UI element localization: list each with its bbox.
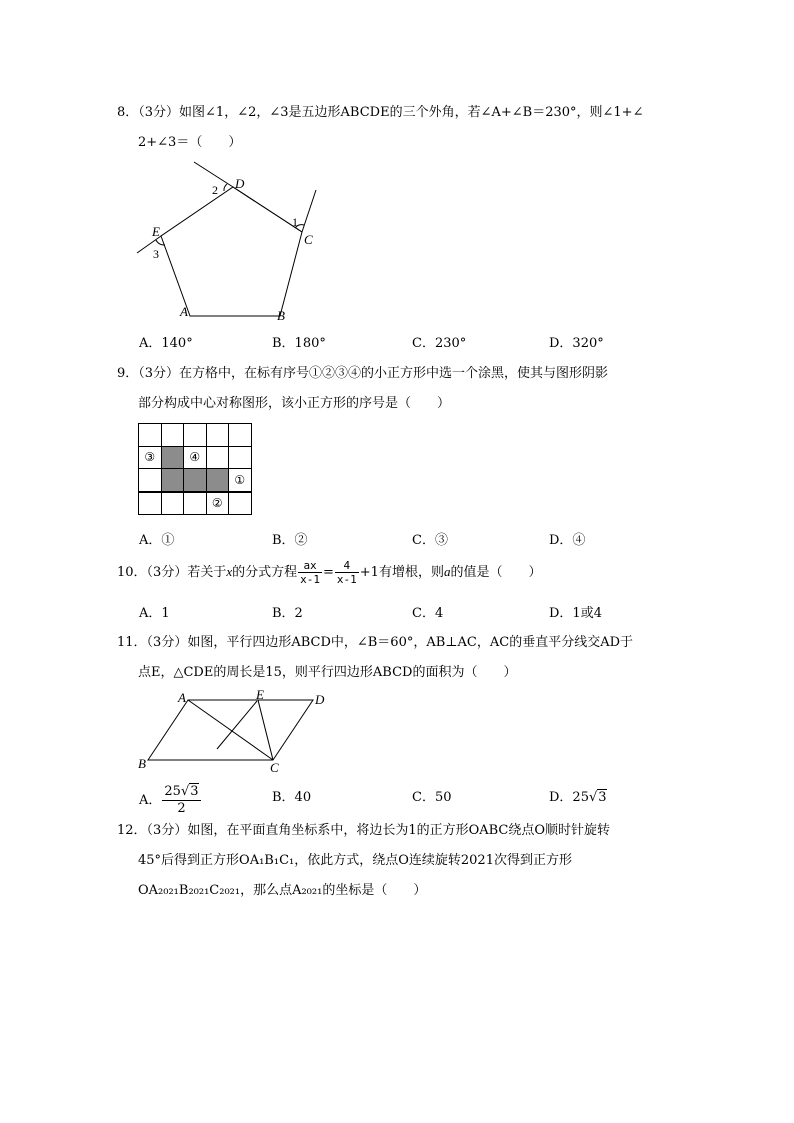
- grid-cell: [139, 469, 162, 492]
- q11-stem-line2: 点E，△CDE的周长是15，则平行四边形ABCD的面积为（ ）: [138, 665, 517, 680]
- angle-1-label: 1: [292, 215, 298, 229]
- parallelogram-figure: [130, 685, 340, 775]
- q12-line3: OA₂₀₂₁B₂₀₂₁C₂₀₂₁，那么点A₂₀₂₁的坐标是（ ）: [138, 883, 427, 898]
- q10-option-a[interactable]: A．1: [139, 606, 170, 621]
- grid-cell: [139, 424, 162, 447]
- grid-cell-shaded: [184, 469, 207, 492]
- q8-stem-line2: 2+∠3＝（ ）: [138, 135, 242, 150]
- question-10: [117, 557, 687, 588]
- frac1-denominator: x-1: [300, 573, 320, 586]
- pentagon-figure: [130, 158, 330, 326]
- q8-option-b[interactable]: B．180°: [272, 336, 326, 351]
- q10-option-c[interactable]: C．4: [412, 606, 444, 621]
- q10-plus-one: +1: [359, 565, 379, 580]
- question-12: [117, 816, 687, 906]
- q10-var-x: x: [226, 564, 233, 579]
- q11-d-prefix: D．25: [549, 790, 589, 805]
- q11-option-b[interactable]: B．40: [272, 790, 312, 805]
- label-C: C: [270, 760, 279, 775]
- q11-option-c[interactable]: C．50: [412, 790, 452, 805]
- grid-cell: [184, 492, 207, 515]
- grid-cell-shaded: [206, 469, 229, 492]
- label-E: E: [152, 224, 160, 239]
- grid-cell-mark-4[interactable]: ④: [184, 446, 207, 469]
- grid-cell: [229, 446, 252, 469]
- grid-cell: [229, 424, 252, 447]
- grid-cell: [184, 424, 207, 447]
- radical-sign: √: [180, 784, 190, 799]
- label-D: D: [235, 176, 245, 191]
- grid-cell-shaded: [161, 446, 184, 469]
- label-C: C: [304, 232, 313, 247]
- question-11: [117, 628, 687, 688]
- q9-option-c[interactable]: C．③: [412, 533, 448, 548]
- q11-d-radicand: 3: [598, 790, 607, 805]
- label-E: E: [256, 687, 264, 702]
- q11-option-a-fraction: [162, 784, 200, 817]
- grid-cell: [161, 492, 184, 515]
- q9-option-b[interactable]: B．②: [272, 533, 308, 548]
- q11-option-d[interactable]: [549, 786, 607, 805]
- label-A: A: [180, 304, 188, 319]
- q9-options: [139, 529, 699, 549]
- frac2-denominator: x-1: [336, 573, 357, 586]
- grid-cell: [206, 446, 229, 469]
- q12-line1: 12．（3分）如图，在平面直角坐标系中，将边长为1的正方形OABC绕点O顺时针旋转: [117, 823, 611, 838]
- question-8: [117, 98, 687, 158]
- label-B: B: [277, 308, 285, 323]
- label-D: D: [315, 692, 325, 707]
- q11-a-num: 25: [164, 784, 181, 799]
- grid-cell: [161, 424, 184, 447]
- q10-option-d[interactable]: D．1或4: [549, 606, 602, 621]
- q10-option-b[interactable]: B．2: [272, 606, 303, 621]
- q8-stem-line1: 8．（3分）如图∠1，∠2，∠3是五边形ABCDE的三个外角，若∠A+∠B＝230°，则∠1+∠: [117, 105, 644, 120]
- label-B: B: [138, 756, 146, 771]
- q11-option-a[interactable]: [139, 784, 202, 817]
- q8-option-a[interactable]: A．140°: [139, 336, 193, 351]
- grid-cell: [139, 492, 162, 515]
- q11-a-den: 2: [177, 801, 186, 816]
- grid-cell: [229, 492, 252, 515]
- q10-suffix: 有增根，则: [378, 565, 444, 580]
- q11-options: [139, 772, 699, 816]
- q12-line2: 45°后得到正方形OA₁B₁C₁，依此方式，绕点O连续旋转2021次得到正方形: [138, 853, 572, 868]
- q10-options: [139, 602, 699, 622]
- q10-var-a: a: [443, 564, 451, 579]
- frac1-numerator: ax: [298, 559, 322, 573]
- q9-stem-line2: 部分构成中心对称图形，该小正方形的序号是（ ）: [138, 396, 451, 411]
- q11-a-radicand: 3: [190, 784, 199, 799]
- frac2-numerator: 4: [335, 559, 359, 573]
- q11-stem-line1: 11．（3分）如图，平行四边形ABCD中，∠B＝60°，AB⊥AC，AC的垂直平分线交AD于: [117, 635, 634, 650]
- q8-option-d[interactable]: D．320°: [549, 336, 604, 351]
- q10-mid: 的分式方程: [232, 565, 298, 580]
- q10-equals: =: [323, 565, 334, 580]
- grid-cell-mark-2[interactable]: ②: [206, 492, 229, 515]
- angle-3-label: 3: [153, 247, 159, 261]
- q8-options: [139, 332, 699, 352]
- grid-cell-shaded: [161, 469, 184, 492]
- q9-option-a[interactable]: A．①: [139, 533, 175, 548]
- q10-end: 的值是（ ）: [450, 565, 542, 580]
- q9-stem-line1: 9．（3分）在方格中，在标有序号①②③④的小正方形中选一个涂黑，使其与图形阴影: [117, 366, 609, 381]
- q10-prefix: 10．（3分）若关于: [117, 565, 227, 580]
- grid-cell: [206, 424, 229, 447]
- label-A: A: [178, 690, 186, 705]
- grid-cell-mark-3[interactable]: ③: [139, 446, 162, 469]
- q11-option-a-prefix: A．: [139, 793, 162, 808]
- radical-sign: √: [588, 790, 598, 805]
- q8-option-c[interactable]: C．230°: [412, 336, 467, 351]
- question-9: [117, 359, 687, 419]
- angle-2-label: 2: [212, 183, 218, 197]
- grid-cell-mark-1[interactable]: ①: [229, 469, 252, 492]
- square-grid: [138, 423, 252, 515]
- q9-option-d[interactable]: D．④: [549, 533, 586, 548]
- q10-fraction-2: [335, 559, 359, 586]
- q10-fraction-1: [298, 559, 322, 586]
